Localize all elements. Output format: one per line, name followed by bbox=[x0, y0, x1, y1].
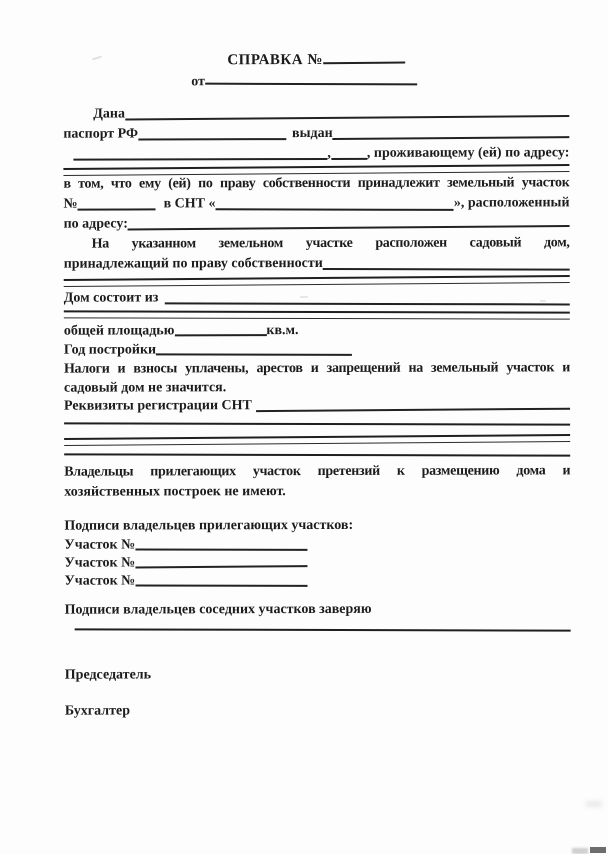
registration-blank bbox=[256, 408, 570, 412]
snt-close-label: », расположенный bbox=[453, 195, 570, 211]
area-label: общей площадью bbox=[63, 323, 175, 339]
scan-artifact bbox=[300, 296, 308, 298]
residing-label: , проживающему (ей) по адресу: bbox=[366, 145, 570, 161]
year-label: Год постройки bbox=[63, 342, 157, 358]
passport-number-blank bbox=[138, 138, 286, 140]
belonging-row bbox=[64, 253, 570, 274]
neighbors-claims-line1: Владельцы прилегающих участок претензий к размещению дома и bbox=[64, 463, 571, 480]
doc-title: СПРАВКА № bbox=[227, 51, 323, 69]
plot-signature-blank-2 bbox=[135, 565, 307, 568]
address-blank bbox=[128, 225, 570, 230]
house-consists-row bbox=[64, 287, 570, 308]
year-row bbox=[64, 339, 570, 359]
taxes-statement-line1: Налоги и взносы уплачены, арестов и запрещений на земельный участок и bbox=[63, 360, 570, 377]
certify-signature-rule bbox=[75, 628, 571, 631]
registration-rule-2 bbox=[64, 434, 570, 446]
snt-open-label: в СНТ « bbox=[163, 196, 216, 212]
belonging-blank-rule bbox=[64, 275, 570, 287]
registration-row bbox=[64, 395, 570, 416]
scan-artifact bbox=[590, 847, 606, 853]
ownership-statement: в том, что ему (ей) по праву собственности принадлежит земельный участок bbox=[63, 175, 570, 192]
plot-snt-row bbox=[63, 193, 569, 214]
taxes-statement-line2: садовый дом не значится. bbox=[63, 380, 227, 396]
neighbors-claims-line2: хозяйственных построек не имеют. bbox=[64, 484, 286, 500]
document-content bbox=[63, 49, 571, 721]
belonging-blank bbox=[323, 268, 570, 271]
plot-label: Участок № bbox=[64, 537, 136, 553]
area-row bbox=[64, 320, 570, 340]
certificate-number-blank bbox=[323, 49, 405, 64]
given-name-blank bbox=[125, 115, 569, 120]
house-consists-blank bbox=[164, 302, 569, 305]
plot-signature-row-2 bbox=[64, 553, 570, 572]
comma-mark: , bbox=[327, 145, 331, 161]
chairman-label: Председатель bbox=[64, 667, 152, 683]
address-row bbox=[64, 213, 570, 234]
year-blank bbox=[156, 353, 352, 356]
registration-label: Реквизиты регистрации СНТ bbox=[64, 398, 252, 414]
issued-by-blank bbox=[333, 136, 570, 140]
registration-rule-3 bbox=[64, 453, 570, 456]
plot-signature-row-1 bbox=[64, 535, 570, 554]
area-units: кв.м. bbox=[266, 323, 299, 339]
accountant-label: Бухгалтер bbox=[64, 703, 130, 719]
doc-date-row bbox=[191, 70, 569, 92]
plot-label: Участок № bbox=[64, 555, 136, 571]
snt-name-blank bbox=[216, 208, 454, 211]
house-consists-label: Дом состоит из bbox=[63, 290, 159, 306]
date-prefix: от bbox=[191, 74, 205, 90]
issue-continuation-blank bbox=[73, 158, 327, 161]
residing-row bbox=[63, 143, 569, 164]
signatures-title: Подписи владельцев прилегающих участков: bbox=[64, 517, 354, 534]
passport-label: паспорт РФ bbox=[63, 126, 139, 142]
area-blank bbox=[174, 334, 266, 336]
house-consists-rule bbox=[64, 310, 570, 319]
plot-signature-blank-1 bbox=[135, 548, 307, 550]
address-label: по адресу: bbox=[63, 216, 128, 232]
given-label: Дана bbox=[93, 106, 126, 122]
plot-no-label: № bbox=[63, 196, 78, 212]
doc-header bbox=[63, 49, 569, 71]
issue-date-blank bbox=[331, 158, 367, 160]
plot-no-blank bbox=[78, 208, 156, 210]
date-blank bbox=[205, 71, 417, 86]
belonging-label: принадлежащий по праву собственности bbox=[63, 255, 323, 272]
registration-rule-1 bbox=[64, 422, 570, 425]
issued-label: выдан bbox=[291, 125, 333, 142]
certify-statement: Подписи владельцев соседних участков заверяю bbox=[64, 601, 372, 618]
garden-house-statement: На указанном земельном участке расположен садовый дом, bbox=[91, 235, 570, 252]
scan-artifact bbox=[540, 300, 546, 302]
given-row bbox=[63, 103, 569, 124]
plot-signature-row-3 bbox=[64, 571, 570, 590]
plot-label: Участок № bbox=[64, 573, 136, 589]
passport-row bbox=[63, 123, 569, 144]
plot-signature-blank-3 bbox=[135, 584, 307, 586]
